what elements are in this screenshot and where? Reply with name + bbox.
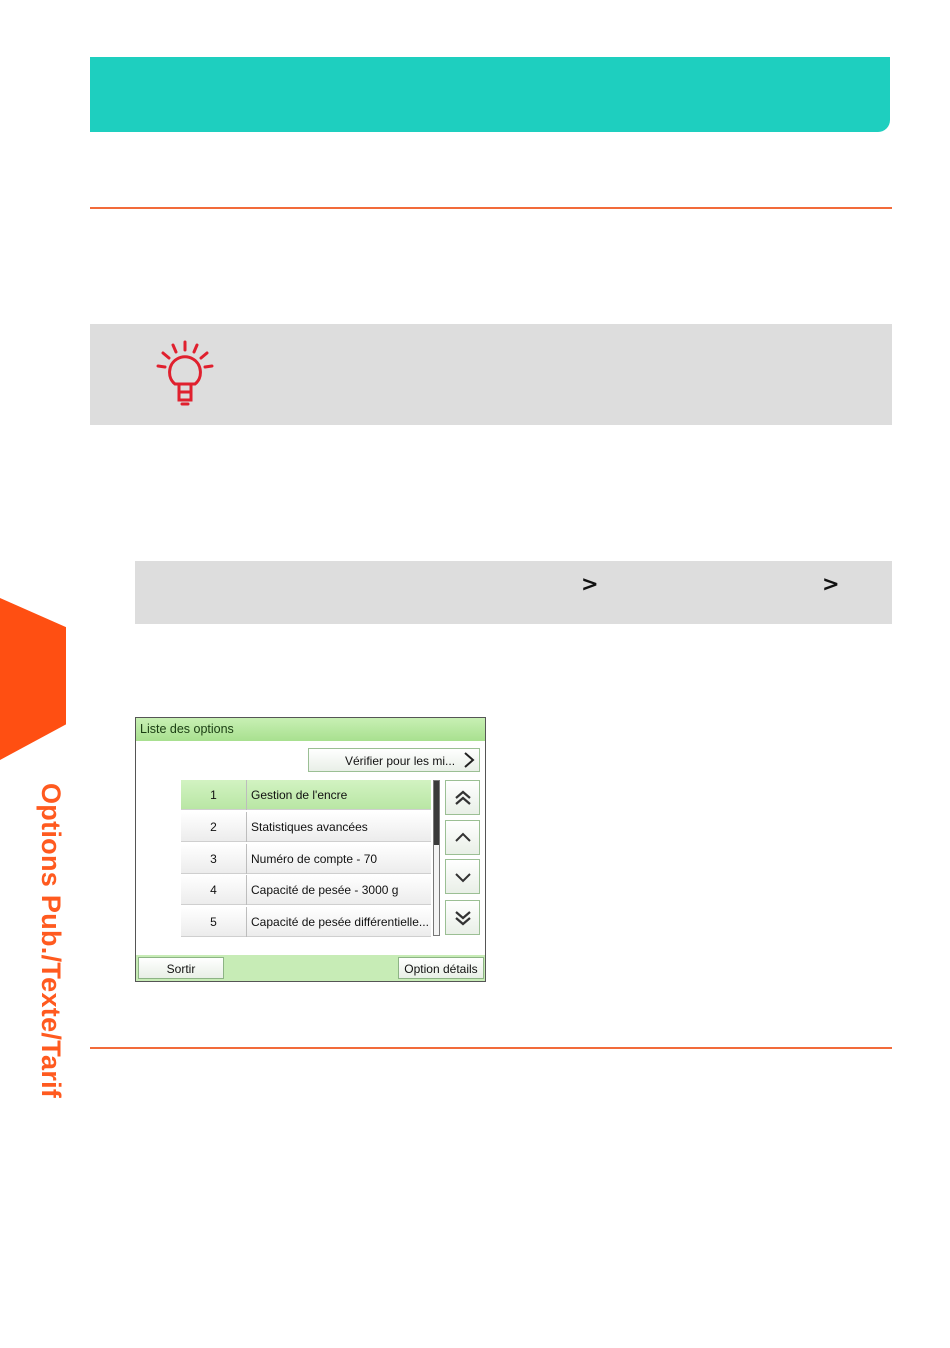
list-item[interactable] (181, 844, 431, 874)
check-button-label: Vérifier pour les mi... (345, 754, 456, 768)
list-item[interactable] (181, 780, 431, 810)
chapter-header-band (90, 57, 890, 132)
lightbulb-icon (155, 340, 215, 408)
screen-footer (136, 955, 485, 981)
list-item-label: Gestion de l'encre (251, 788, 348, 802)
screen-title: Liste des options (136, 718, 485, 741)
menu-path-bar (135, 561, 892, 624)
scroll-down-button[interactable] (445, 859, 480, 894)
list-item[interactable] (181, 875, 431, 905)
exit-button[interactable]: Sortir (138, 957, 224, 979)
page-down-button[interactable] (445, 900, 480, 935)
check-button[interactable] (308, 748, 480, 772)
chevron-right-icon (463, 752, 475, 768)
list-item[interactable] (181, 812, 431, 842)
chevron-up-icon (454, 829, 472, 847)
path-separator: > (581, 572, 599, 596)
double-chevron-down-icon (454, 909, 472, 927)
list-item-number: 4 (181, 875, 247, 905)
list-item-label: Numéro de compte - 70 (251, 852, 378, 866)
list-item-number: 1 (181, 780, 247, 810)
page-up-button[interactable] (445, 780, 480, 815)
double-chevron-up-icon (454, 789, 472, 807)
path-separator: > (822, 572, 840, 596)
chevron-down-icon (454, 868, 472, 886)
list-item-label: Capacité de pesée - 3000 g (251, 883, 399, 897)
list-item-label: Statistiques avancées (251, 820, 368, 834)
device-screen (135, 717, 486, 982)
section-divider-bottom (90, 1047, 892, 1049)
list-item-number: 3 (181, 844, 247, 874)
options-list (181, 780, 431, 938)
list-scrollbar[interactable] (433, 780, 440, 936)
list-item-number: 5 (181, 907, 247, 937)
list-item-number: 2 (181, 812, 247, 842)
option-details-button[interactable]: Option détails (398, 957, 484, 979)
list-item[interactable] (181, 907, 431, 937)
scrollbar-thumb[interactable] (434, 781, 439, 845)
side-tab-marker (0, 598, 66, 760)
side-tab-label: Options Pub./Texte/Tarif (36, 783, 66, 1099)
list-item-label: Capacité de pesée différentielle... (251, 915, 429, 929)
section-divider-top (90, 207, 892, 209)
scroll-up-button[interactable] (445, 820, 480, 855)
